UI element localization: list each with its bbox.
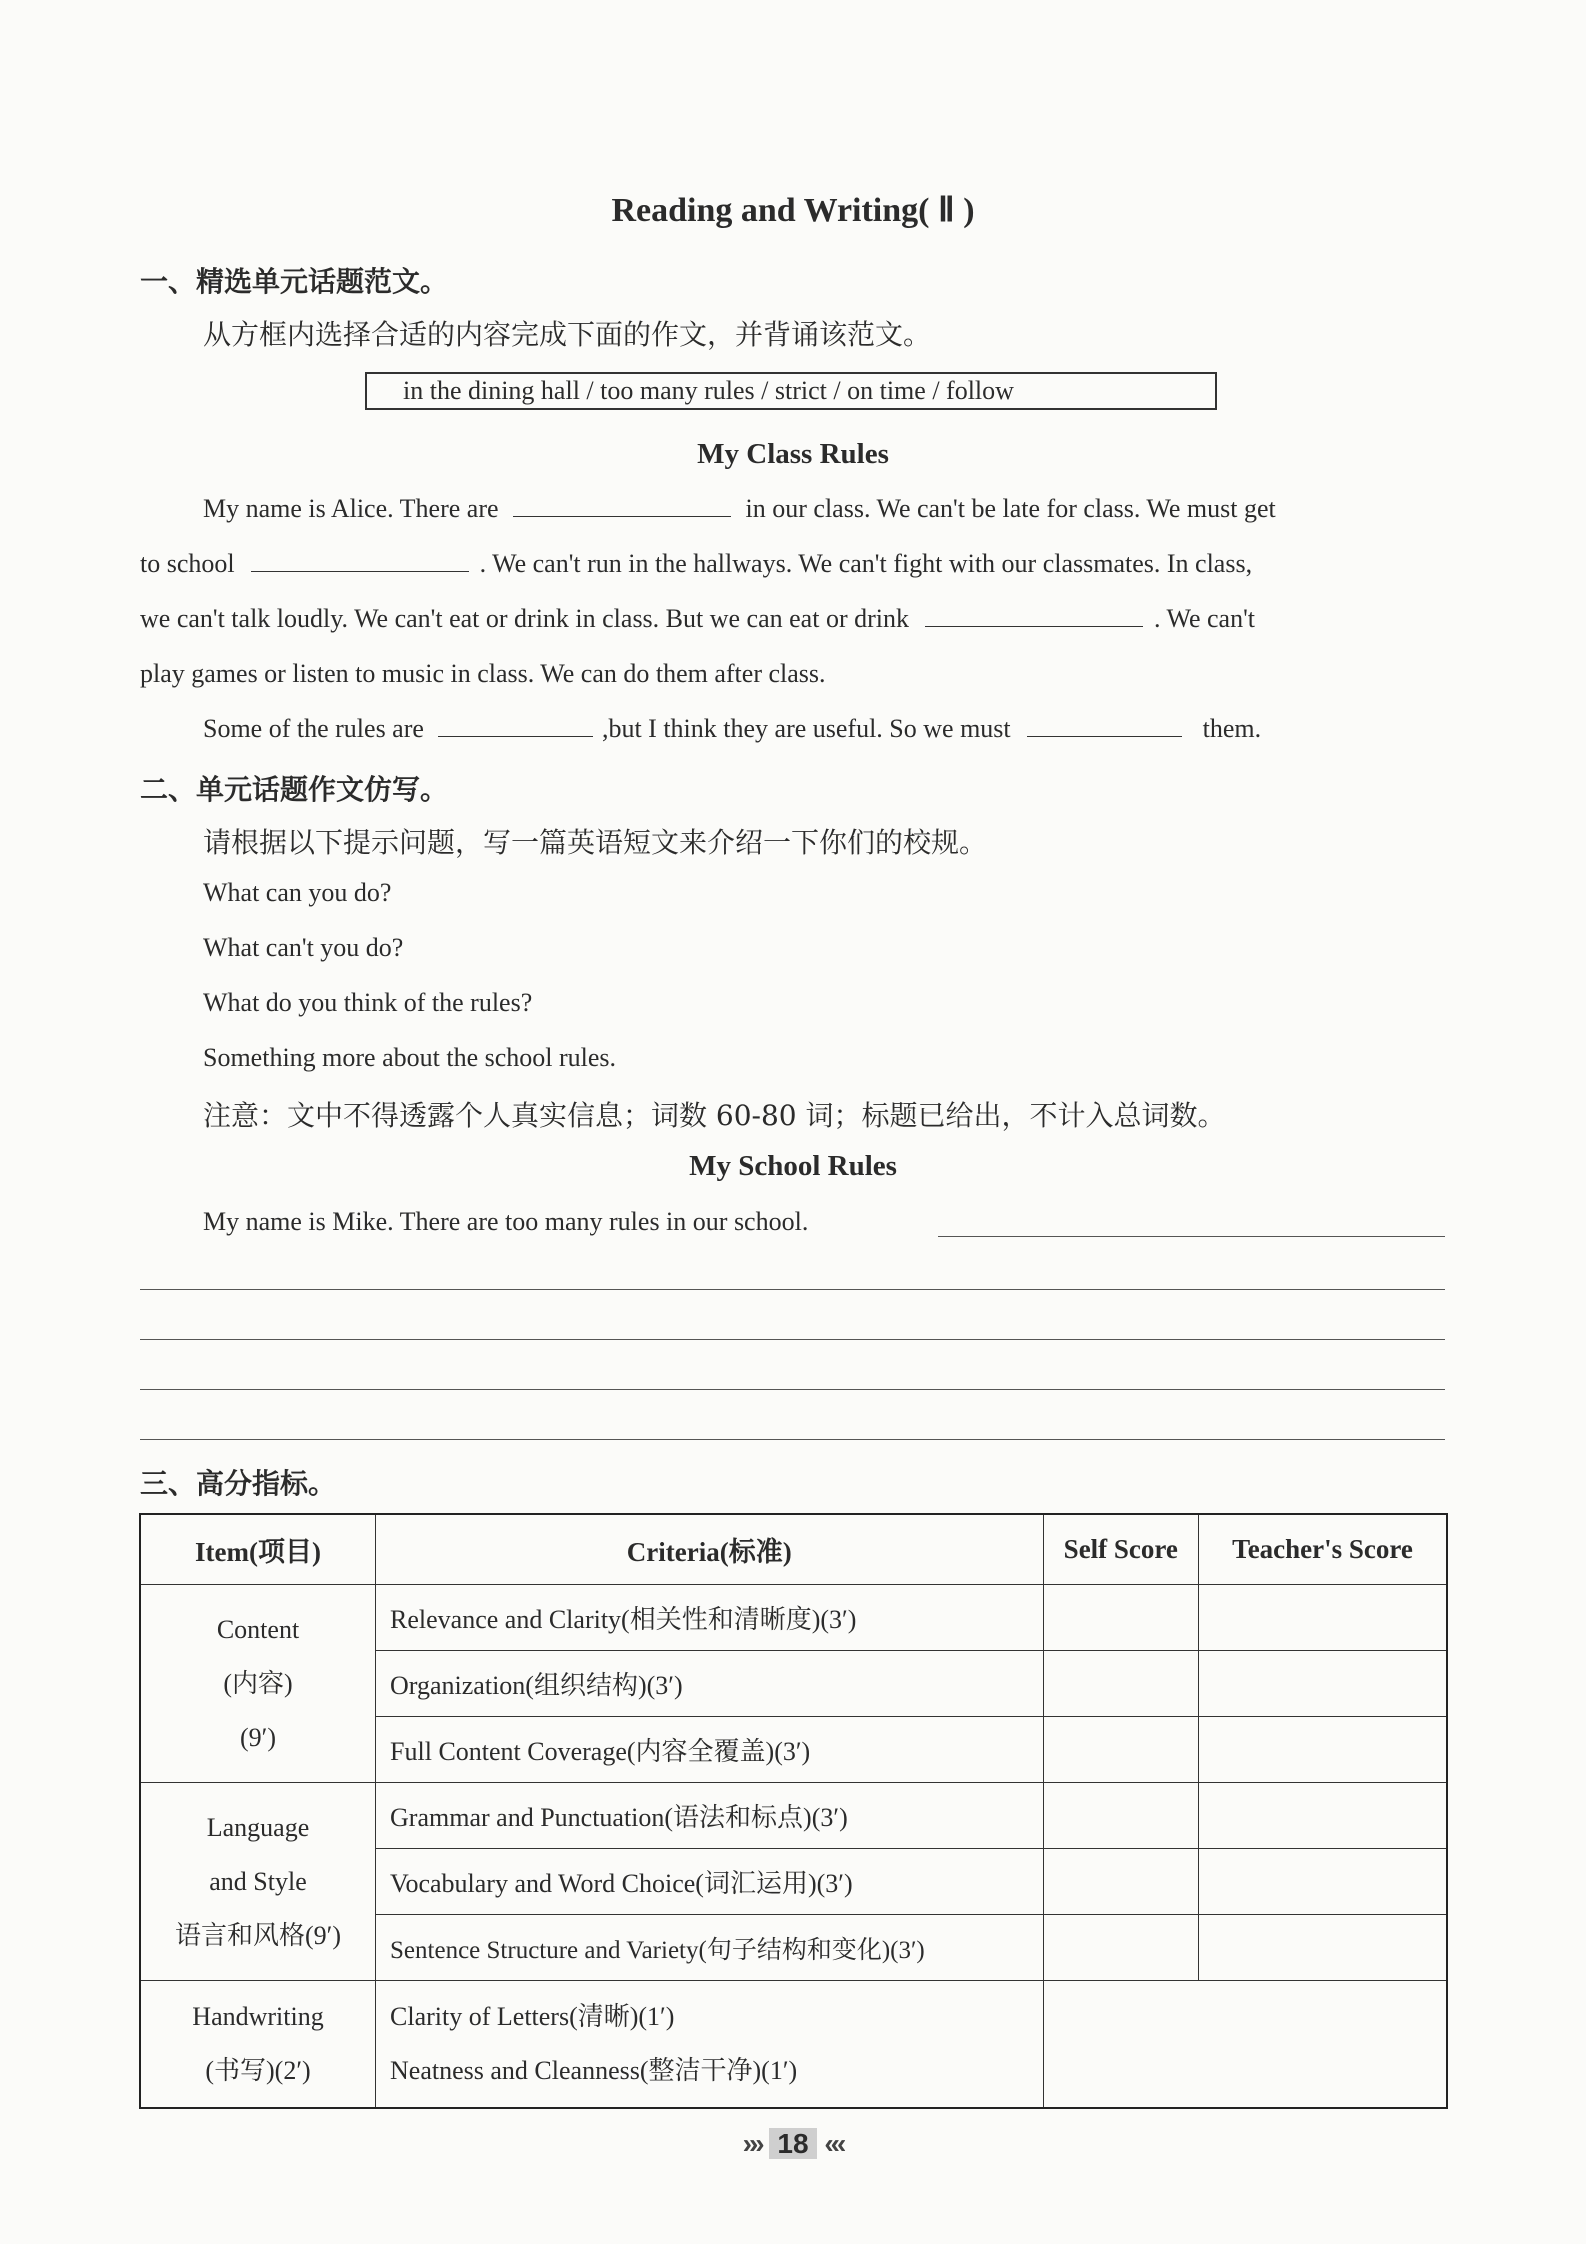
answer-blank-2[interactable]: [251, 549, 469, 572]
essay1-text: we can't talk loudly. We can't eat or drink in class. But we can eat or drink: [140, 604, 909, 633]
criteria-line: Clarity of Letters(清晰)(1′): [390, 2002, 675, 2031]
criteria-cell: Full Content Coverage(内容全覆盖)(3′): [376, 1717, 1043, 1783]
table-row: [140, 1981, 1447, 2109]
self-score-cell[interactable]: [1043, 1585, 1199, 1651]
writing-line[interactable]: [140, 1289, 1445, 1290]
teacher-score-cell[interactable]: [1199, 1915, 1447, 1981]
item-label: Handwriting: [192, 2002, 324, 2031]
criteria-cell: Sentence Structure and Variety(句子结构和变化)(3′): [376, 1915, 1043, 1981]
writing-line[interactable]: [140, 1339, 1445, 1340]
prompt-question-1: What can you do?: [203, 878, 392, 907]
section2-instruction: 请根据以下提示问题，写一篇英语短文来介绍一下你们的校规。: [203, 826, 988, 859]
answer-blank-3[interactable]: [925, 604, 1143, 627]
self-score-cell[interactable]: [1043, 1849, 1199, 1915]
page-number-value: 18: [769, 2128, 816, 2159]
criteria-cell: Organization(组织结构)(3′): [376, 1651, 1043, 1717]
header-item: Item(项目): [140, 1514, 376, 1585]
table-row: [140, 1585, 1447, 1651]
essay1-line3: [140, 604, 1255, 634]
essay1-text: My name is Alice. There are: [203, 494, 499, 523]
writing-line[interactable]: [140, 1439, 1445, 1440]
essay1-text: Some of the rules are: [203, 714, 424, 743]
essay1-text: . We can't: [1153, 604, 1256, 633]
essay2-title: My School Rules: [689, 1150, 897, 1182]
item-language: [140, 1783, 376, 1981]
item-label: and Style: [209, 1866, 307, 1896]
self-score-cell[interactable]: [1043, 1717, 1199, 1783]
item-label: (内容): [223, 1668, 293, 1698]
essay1-text: them.: [1202, 714, 1262, 743]
essay1-line2: [140, 549, 1252, 579]
self-score-cell[interactable]: [1043, 1915, 1199, 1981]
prompt-question-2: What can't you do?: [203, 933, 404, 962]
writing-line[interactable]: [938, 1236, 1445, 1237]
section2-note: 注意：文中不得透露个人真实信息；词数 60-80 词；标题已给出，不计入总词数。: [203, 1099, 1226, 1132]
item-label: (9′): [240, 1722, 277, 1752]
essay1-text: ,but I think they are useful. So we must: [601, 714, 1011, 743]
essay1-line1: [203, 494, 1276, 524]
essay1-title: My Class Rules: [697, 438, 889, 470]
item-label: (书写)(2′): [205, 2056, 311, 2085]
answer-blank-4[interactable]: [438, 714, 593, 737]
section1-instruction: 从方框内选择合适的内容完成下面的作文，并背诵该范文。: [203, 318, 932, 351]
self-score-cell[interactable]: [1043, 1651, 1199, 1717]
header-criteria: Criteria(标准): [376, 1514, 1043, 1585]
prompt-question-3: What do you think of the rules?: [203, 988, 533, 1017]
item-label: 语言和风格(9′): [175, 1920, 342, 1950]
criteria-cell: Relevance and Clarity(相关性和清晰度)(3′): [376, 1585, 1043, 1651]
teacher-score-cell[interactable]: [1199, 1717, 1447, 1783]
section2-heading: 二、单元话题作文仿写。: [140, 773, 449, 806]
criteria-cell: Grammar and Punctuation(语法和标点)(3′): [376, 1783, 1043, 1849]
essay1-text: to school: [140, 549, 235, 578]
table-row: [140, 1783, 1447, 1849]
teacher-score-cell[interactable]: [1199, 1651, 1447, 1717]
teacher-score-cell[interactable]: [1199, 1783, 1447, 1849]
answer-blank-1[interactable]: [513, 494, 731, 517]
item-label: Content: [216, 1614, 300, 1644]
table-header-row: [140, 1514, 1447, 1585]
header-self-score: Self Score: [1043, 1514, 1199, 1585]
double-arrow-left-icon: ‹‹‹: [824, 2128, 844, 2159]
header-teacher-score: Teacher's Score: [1199, 1514, 1447, 1585]
essay1-text: . We can't run in the hallways. We can't fight with our classmates. In class,: [479, 549, 1253, 578]
page-number: [0, 2128, 1586, 2160]
self-score-cell[interactable]: [1043, 1783, 1199, 1849]
criteria-cell: Vocabulary and Word Choice(词汇运用)(3′): [376, 1849, 1043, 1915]
essay1-line5: [203, 714, 1261, 744]
page-title: Reading and Writing( Ⅱ ): [611, 192, 975, 229]
word-box: in the dining hall / too many rules / strict / on time / follow: [365, 372, 1217, 410]
item-handwriting: [140, 1981, 376, 2109]
answer-blank-5[interactable]: [1027, 714, 1182, 737]
section1-heading: 一、精选单元话题范文。: [140, 265, 449, 298]
item-content: [140, 1585, 376, 1783]
essay1-line4: play games or listen to music in class. We can do them after class.: [140, 659, 826, 688]
criteria-cell: [376, 1981, 1043, 2109]
item-label: Language: [206, 1812, 310, 1842]
handwriting-score-area[interactable]: [1043, 1981, 1447, 2109]
section3-heading: 三、高分指标。: [140, 1467, 337, 1500]
teacher-score-cell[interactable]: [1199, 1849, 1447, 1915]
essay2-start: My name is Mike. There are too many rules in our school.: [203, 1207, 809, 1236]
essay1-text: in our class. We can't be late for class. We must get: [745, 494, 1276, 523]
teacher-score-cell[interactable]: [1199, 1585, 1447, 1651]
double-arrow-right-icon: ›››: [742, 2128, 762, 2159]
prompt-question-4: Something more about the school rules.: [203, 1043, 617, 1072]
writing-line[interactable]: [140, 1389, 1445, 1390]
criteria-line: Neatness and Cleanness(整洁干净)(1′): [390, 2056, 798, 2085]
criteria-table: [139, 1513, 1448, 2109]
